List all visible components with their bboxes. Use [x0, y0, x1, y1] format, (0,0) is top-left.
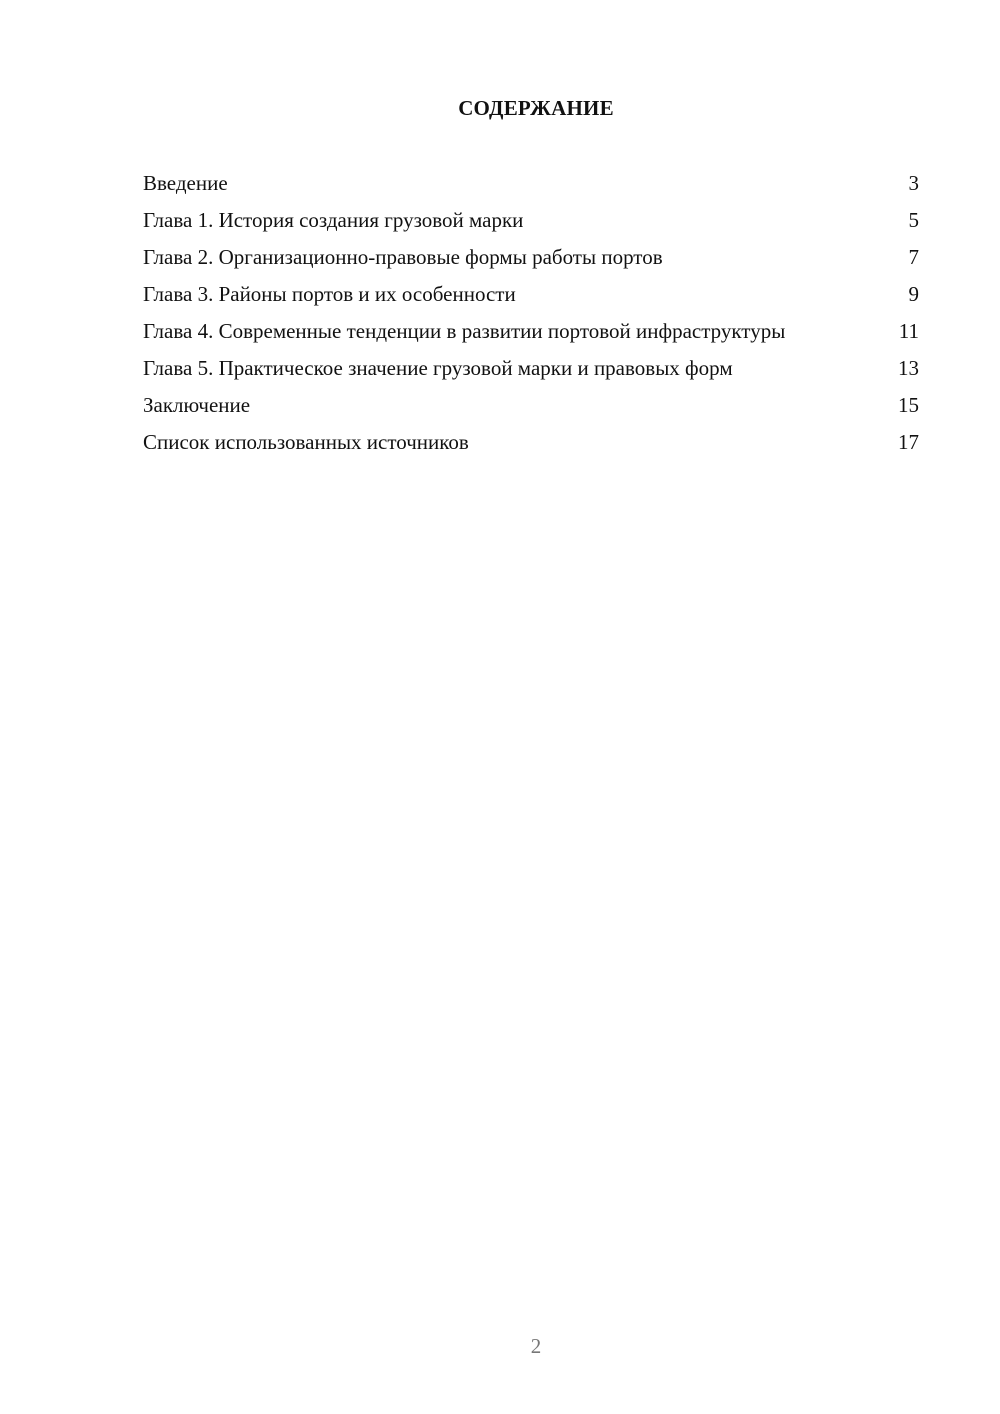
toc-entry-page: 9	[908, 282, 919, 306]
toc-entry-introduction[interactable]	[143, 170, 919, 196]
toc-entry-chapter-4[interactable]	[143, 318, 919, 344]
toc-entry-chapter-2[interactable]	[143, 244, 919, 270]
toc-entry-page: 3	[908, 171, 919, 195]
toc-entry-title: Глава 4. Современные тенденции в развитии портовой инфраструктуры	[143, 319, 786, 343]
toc-entry-page: 5	[908, 208, 919, 232]
toc-entry-page: 15	[898, 393, 919, 417]
toc-entry-title: Список использованных источников	[143, 430, 469, 454]
toc-entry-title: Заключение	[143, 393, 251, 417]
toc-entry-page: 13	[898, 356, 919, 380]
toc-entry-conclusion[interactable]	[143, 392, 919, 418]
toc-entry-title: Глава 3. Районы портов и их особенности	[143, 282, 516, 306]
toc-entry-page: 17	[898, 430, 919, 454]
toc-entry-title: Глава 1. История создания грузовой марки	[143, 208, 524, 232]
page-title: СОДЕРЖАНИЕ	[458, 96, 614, 120]
toc-entry-title: Глава 2. Организационно-правовые формы работы портов	[143, 245, 663, 269]
toc-entry-title: Введение	[143, 171, 228, 195]
toc-entry-chapter-5[interactable]	[143, 355, 919, 381]
toc-entry-chapter-3[interactable]	[143, 281, 919, 307]
toc-entry-title: Глава 5. Практическое значение грузовой марки и правовых форм	[143, 356, 733, 380]
table-of-contents	[143, 170, 919, 466]
page-number: 2	[530, 1334, 542, 1358]
toc-entry-page: 7	[908, 245, 919, 269]
toc-entry-references[interactable]	[143, 429, 919, 455]
toc-entry-chapter-1[interactable]	[143, 207, 919, 233]
toc-entry-page: 11	[898, 319, 919, 343]
